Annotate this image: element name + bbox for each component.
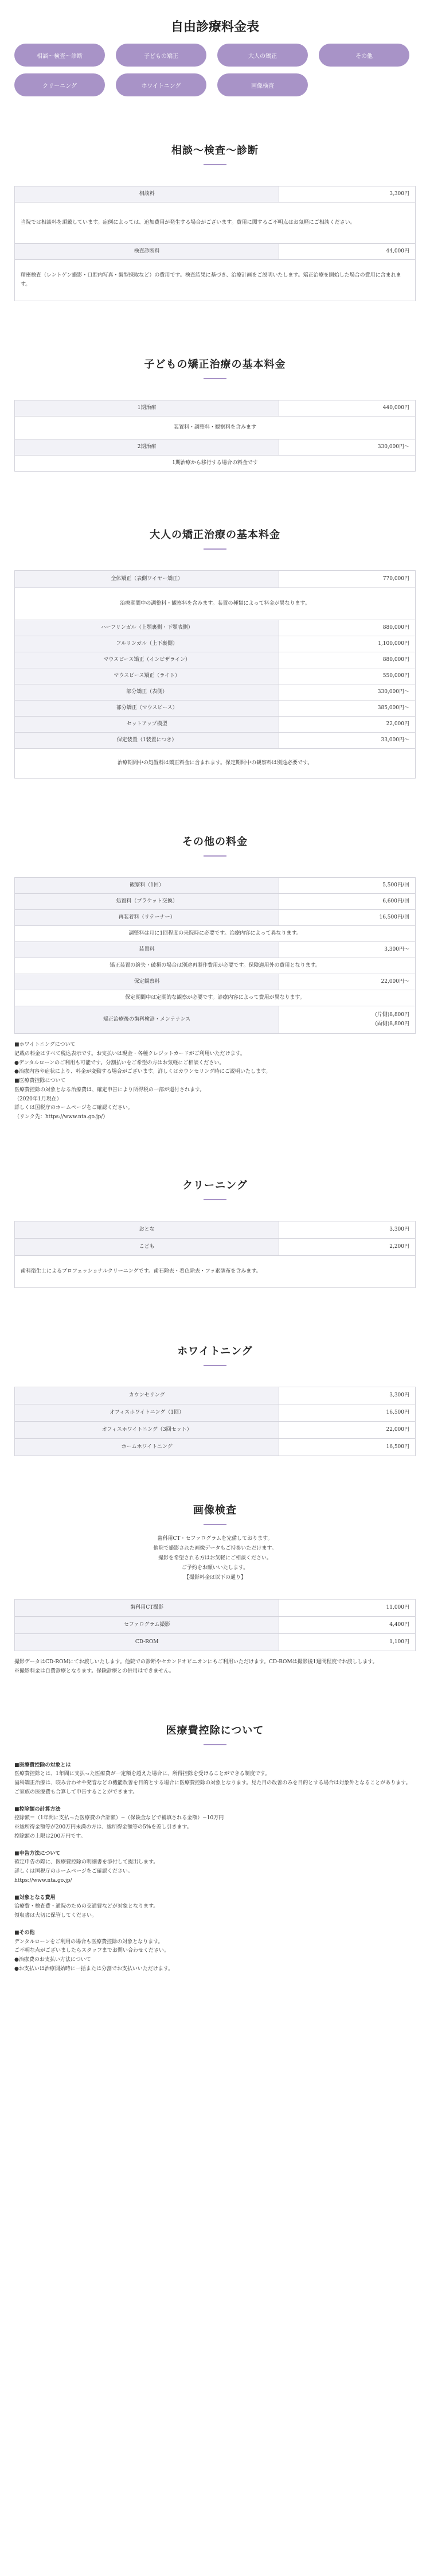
table-cell-label: マウスピース矯正（インビザライン） (15, 652, 279, 668)
kids-section (14, 356, 416, 472)
table-cell-value: 3,300円 (279, 1221, 416, 1238)
table-cell-label: 1期治療 (15, 400, 279, 417)
table-row (15, 668, 416, 684)
table-row (15, 571, 416, 588)
table-row (15, 652, 416, 668)
nav-imaging-button[interactable]: 画像検査 (217, 73, 308, 96)
nav-cleaning-button[interactable]: クリーニング (14, 73, 105, 96)
deduction-line: 治療費・検査費・通院のための交通費などが対象となります。 (14, 1904, 159, 1910)
table-cell-value: 770,000円 (279, 571, 416, 588)
adult-title: 大人の矯正治療の基本料金 (150, 529, 280, 541)
table-cell-value: 11,000円 (279, 1600, 416, 1617)
deduction-line: デンタルローンをご利用の場合も医療費控除の対象となります。 (14, 1939, 163, 1945)
table-row (15, 942, 416, 958)
note-line: ※撮影料金は自費診療となります。保険診療との併用はできません。 (14, 1668, 174, 1674)
intro-line: 歯科用CT・セファログラムを完備しております。 (157, 1535, 273, 1542)
note-line: ●治療内容や症状により、料金が変動する場合がございます。詳しくはカウンセリング時にご説明いたします。 (14, 1069, 271, 1075)
table-cell-value: 6,600円/回 (279, 894, 416, 910)
table-row (15, 1438, 416, 1456)
table-cell-label: 2期治療 (15, 439, 279, 456)
table-cell-value: 330,000円〜 (279, 439, 416, 456)
table-row (15, 244, 416, 260)
table-row (15, 894, 416, 910)
deduction-block (14, 1894, 416, 1921)
whitening-section (14, 1343, 416, 1456)
deduction-heading: ■医療費控除の対象とは (14, 1762, 71, 1768)
table-cell-label: 歯科用CT撮影 (15, 1600, 279, 1617)
title-underline (204, 1744, 226, 1745)
table-cell-value: 2,200円 (279, 1238, 416, 1255)
table-cell-value: 22,000円 (279, 717, 416, 733)
table-row (15, 749, 416, 779)
table-row (15, 203, 416, 244)
table-row (15, 878, 416, 894)
table-cell-label: 観察料（1回） (15, 878, 279, 894)
table-cell-label: セットアップ模型 (15, 717, 279, 733)
table-cell-label: おとな (15, 1221, 279, 1238)
adult-section (14, 527, 416, 779)
deduction-block (14, 1805, 416, 1842)
deduction-section (14, 1722, 416, 1974)
table-cell-label: CD-ROM (15, 1634, 279, 1651)
intro-line: 撮影を希望される方はお気軽にご相談ください。 (158, 1555, 272, 1561)
table-row (15, 1238, 416, 1255)
table-cell-value: 330,000円〜 (279, 684, 416, 701)
value-line: (両側)8,800円 (375, 1021, 409, 1027)
table-cell-label: 再装着料（リテーナー） (15, 910, 279, 926)
title-underline (204, 855, 226, 857)
table-row (15, 910, 416, 926)
nav-kids-button[interactable]: 子どもの矯正 (116, 44, 206, 67)
other-section (14, 834, 416, 1122)
table-cell-label: セファログラム撮影 (15, 1617, 279, 1634)
table-cell-label: 処置料（ブラケット交換） (15, 894, 279, 910)
table-cell-label: 装置料 (15, 942, 279, 958)
table-cell-note: 矯正装置の紛失・破損の場合は別途再製作費用が必要です。保険適用外の費用となります。 (15, 958, 416, 974)
title-underline (204, 1199, 226, 1200)
table-cell-value: 4,400円 (279, 1617, 416, 1634)
deduction-line: https://www.nta.go.jp/ (14, 1877, 72, 1884)
table-cell-value: 3,300円〜 (279, 942, 416, 958)
intro-line: ご予約をお願いいたします。 (181, 1565, 249, 1571)
table-cell-note: 1期治療から移行する場合の料金です (15, 456, 416, 472)
deduction-line: 控除額の上限は200万円です。 (14, 1833, 86, 1839)
table-row (15, 1617, 416, 1634)
deduction-line: 控除額＝（1年間に支払った医療費の合計額）−（保険金などで補填される金額）−10万円 (14, 1815, 224, 1822)
other-title: その他の料金 (182, 836, 248, 848)
table-row (15, 1221, 416, 1238)
nav-consult-button[interactable]: 相談〜検査〜診断 (14, 44, 105, 67)
table-cell-value: 5,500円/回 (279, 878, 416, 894)
table-cell-label: 相談料 (15, 186, 279, 203)
consult-title: 相談〜検査〜診断 (171, 145, 259, 157)
table-row (15, 701, 416, 717)
table-cell-label: オフィスホワイトニング（3回セット） (15, 1421, 279, 1438)
title-underline (204, 1524, 226, 1525)
kids-title: 子どもの矯正治療の基本料金 (144, 359, 286, 371)
note-line: （2020年1月現在） (14, 1096, 62, 1102)
table-cell-note: 歯科衛生士によるプロフェッショナルクリーニングです。歯石除去・着色除去・フッ素塗布を含みます。 (15, 1255, 416, 1287)
intro-line: 【撮影料金は以下の通り】 (183, 1575, 246, 1581)
table-cell-value: 16,500円 (279, 1438, 416, 1456)
table-cell-label: マウスピース矯正（ライト） (15, 668, 279, 684)
whitening-table (14, 1387, 416, 1456)
deduction-block (14, 1761, 416, 1797)
table-row (15, 620, 416, 636)
table-row (15, 1634, 416, 1651)
deduction-body (14, 1761, 416, 1974)
table-row (15, 456, 416, 472)
table-row (15, 1421, 416, 1438)
table-cell-label: フルリンガル（上下裏側） (15, 636, 279, 652)
table-cell-label: 全体矯正（表側ワイヤー矯正） (15, 571, 279, 588)
table-cell-label: 検査診断料 (15, 244, 279, 260)
table-row (15, 1255, 416, 1287)
deduction-line: 歯科矯正治療は、咬み合わせや発音などの機能改善を目的とする場合に医療費控除の対象となります。見た目の改善のみを目的とする場合は対象外となることがあります。 (14, 1780, 411, 1787)
table-cell-note: 装置料・調整料・観察料を含みます (15, 417, 416, 439)
deduction-line: 領収書は大切に保管してください。 (14, 1913, 97, 1919)
deduction-line: ご不明な点がございましたらスタッフまでお問い合わせください。 (14, 1948, 170, 1954)
page-title: 自由診療料金表 (170, 20, 259, 34)
deduction-heading: ■控除額の計算方法 (14, 1806, 61, 1812)
table-row (15, 733, 416, 749)
table-row (15, 186, 416, 203)
table-row (15, 260, 416, 301)
deduction-block (14, 1929, 416, 1974)
table-row (15, 439, 416, 456)
title-underline (204, 1365, 226, 1366)
table-cell-value: 16,500円 (279, 1404, 416, 1421)
deduction-line: 医療費控除とは、1年間に支払った医療費が一定額を超えた場合に、所得控除を受けることができる制度です。 (14, 1771, 271, 1777)
table-cell-value: 880,000円 (279, 620, 416, 636)
note-link[interactable]: （リンク先：https://www.nta.go.jp/） (14, 1114, 108, 1120)
note-line: 記載の料金はすべて税込表示です。お支払いは現金・各種クレジットカードがご利用いただけます。 (14, 1050, 245, 1057)
table-cell-value (279, 1006, 416, 1034)
table-row (15, 400, 416, 417)
table-cell-note: 精密検査（レントゲン撮影・口腔内写真・歯型採取など）の費用です。検査結果に基づき、治療計画をご説明いたします。矯正治療を開始した場合の費用に含まれます。 (15, 260, 416, 301)
table-cell-value: 550,000円 (279, 668, 416, 684)
table-cell-note: 治療期間中の調整料・観察料を含みます。装置の種類によって料金が異なります。 (15, 588, 416, 620)
table-cell-value: 22,000円〜 (279, 974, 416, 990)
adult-table (14, 570, 416, 779)
table-row (15, 926, 416, 942)
table-row (15, 588, 416, 620)
table-cell-label: カウンセリング (15, 1387, 279, 1404)
whitening-title: ホワイトニング (177, 1345, 253, 1357)
category-nav (14, 44, 416, 96)
consult-table (14, 186, 416, 301)
deduction-title: 医療費控除について (166, 1724, 264, 1737)
table-cell-value: 3,300円 (279, 1387, 416, 1404)
deduction-heading: ■その他 (14, 1929, 35, 1936)
intro-line: 他院で撮影された画像データもご持参いただけます。 (153, 1545, 277, 1551)
table-row (15, 974, 416, 990)
table-cell-note: 当院では相談料を頂戴しています。症例によっては、追加費用が発生する場合がございます。費用に関するご不明点はお気軽にご相談ください。 (15, 203, 416, 244)
table-cell-value: 44,000円 (279, 244, 416, 260)
table-cell-label: オフィスホワイトニング（1回） (15, 1404, 279, 1421)
note-line: ●デンタルローンのご利用も可能です。分割払いをご希望の方はお気軽にご相談ください。 (14, 1060, 225, 1066)
note-line: ■医療費控除について (14, 1078, 66, 1084)
title-underline (204, 164, 226, 165)
table-cell-label: ホームホワイトニング (15, 1438, 279, 1456)
table-cell-label: 部分矯正（マウスピース） (15, 701, 279, 717)
imaging-title: 画像検査 (193, 1504, 237, 1516)
consult-section (14, 142, 416, 301)
table-row (15, 990, 416, 1006)
table-row (15, 958, 416, 974)
imaging-table (14, 1599, 416, 1651)
table-row (15, 1006, 416, 1034)
table-row (15, 1387, 416, 1404)
table-row (15, 1404, 416, 1421)
imaging-notes (14, 1658, 416, 1676)
table-cell-label: 保定観察料 (15, 974, 279, 990)
deduction-heading: ■申告方法について (14, 1850, 61, 1857)
table-cell-value: 880,000円 (279, 652, 416, 668)
imaging-intro (14, 1534, 416, 1583)
deduction-block (14, 1850, 416, 1886)
table-cell-note: 治療期間中の処置料は矯正料金に含まれます。保定期間中の観察料は別途必要です。 (15, 749, 416, 779)
cleaning-section (14, 1177, 416, 1288)
imaging-section (14, 1502, 416, 1676)
table-row (15, 636, 416, 652)
table-cell-value: 385,000円〜 (279, 701, 416, 717)
table-row (15, 417, 416, 439)
other-notes (14, 1041, 416, 1122)
title-underline (204, 378, 226, 379)
table-cell-value: 16,500円/回 (279, 910, 416, 926)
note-line: 医療費控除の対象となる治療費は、確定申告により所得税の一部が還付されます。 (14, 1087, 205, 1093)
value-line: (片側)8,800円 (375, 1012, 409, 1018)
table-cell-value: 3,300円 (279, 186, 416, 203)
deduction-line: ●治療費のお支払い方法について (14, 1957, 91, 1963)
nav-adult-button[interactable]: 大人の矯正 (217, 44, 308, 67)
cleaning-title: クリーニング (182, 1179, 248, 1192)
note-line: 詳しくは国税庁のホームページをご確認ください。 (14, 1105, 133, 1111)
cleaning-table (14, 1221, 416, 1288)
table-row (15, 684, 416, 701)
deduction-line: ※総所得金額等が200万円未満の方は、総所得金額等の5%を差し引きます。 (14, 1824, 192, 1831)
deduction-line: 詳しくは国税庁のホームページをご確認ください。 (14, 1869, 133, 1875)
deduction-line: ●お支払いは治療開始時に一括または分割でお支払いいただけます。 (14, 1966, 174, 1972)
table-cell-value: 22,000円 (279, 1421, 416, 1438)
table-cell-note: 保定期間中は定期的な観察が必要です。診療内容によって費用が異なります。 (15, 990, 416, 1006)
table-cell-label: こども (15, 1238, 279, 1255)
kids-table (14, 400, 416, 472)
table-cell-value: 1,100円 (279, 1634, 416, 1651)
note-line: ■ホワイトニングについて (14, 1042, 76, 1048)
note-line: 撮影データはCD-ROMにてお渡しいたします。他院での診断やセカンドオピニオンにもご利用いただけます。CD-ROMは撮影後1週間程度でお渡しします。 (14, 1659, 378, 1666)
deduction-line: ご家族の医療費も合算して申告することができます。 (14, 1789, 138, 1795)
other-table (14, 877, 416, 1034)
table-cell-label: 部分矯正（表側） (15, 684, 279, 701)
table-cell-note: 調整料は月に1回程度の来院時に必要です。治療内容によって異なります。 (15, 926, 416, 942)
title-underline (204, 548, 226, 550)
table-cell-label: ハーフリンガル（上顎裏側・下顎表側） (15, 620, 279, 636)
deduction-heading: ■対象となる費用 (14, 1894, 56, 1901)
table-cell-value: 1,100,000円 (279, 636, 416, 652)
nav-whitening-button[interactable]: ホワイトニング (116, 73, 206, 96)
table-cell-label: 保定装置（1装置につき） (15, 733, 279, 749)
table-cell-value: 33,000円〜 (279, 733, 416, 749)
table-row (15, 1600, 416, 1617)
nav-other-button[interactable]: その他 (319, 44, 409, 67)
table-cell-value: 440,000円 (279, 400, 416, 417)
table-cell-label: 矯正治療後の歯科検診・メンテナンス (15, 1006, 279, 1034)
table-row (15, 717, 416, 733)
deduction-line: 確定申告の際に、医療費控除の明細書を添付して提出します。 (14, 1859, 159, 1866)
